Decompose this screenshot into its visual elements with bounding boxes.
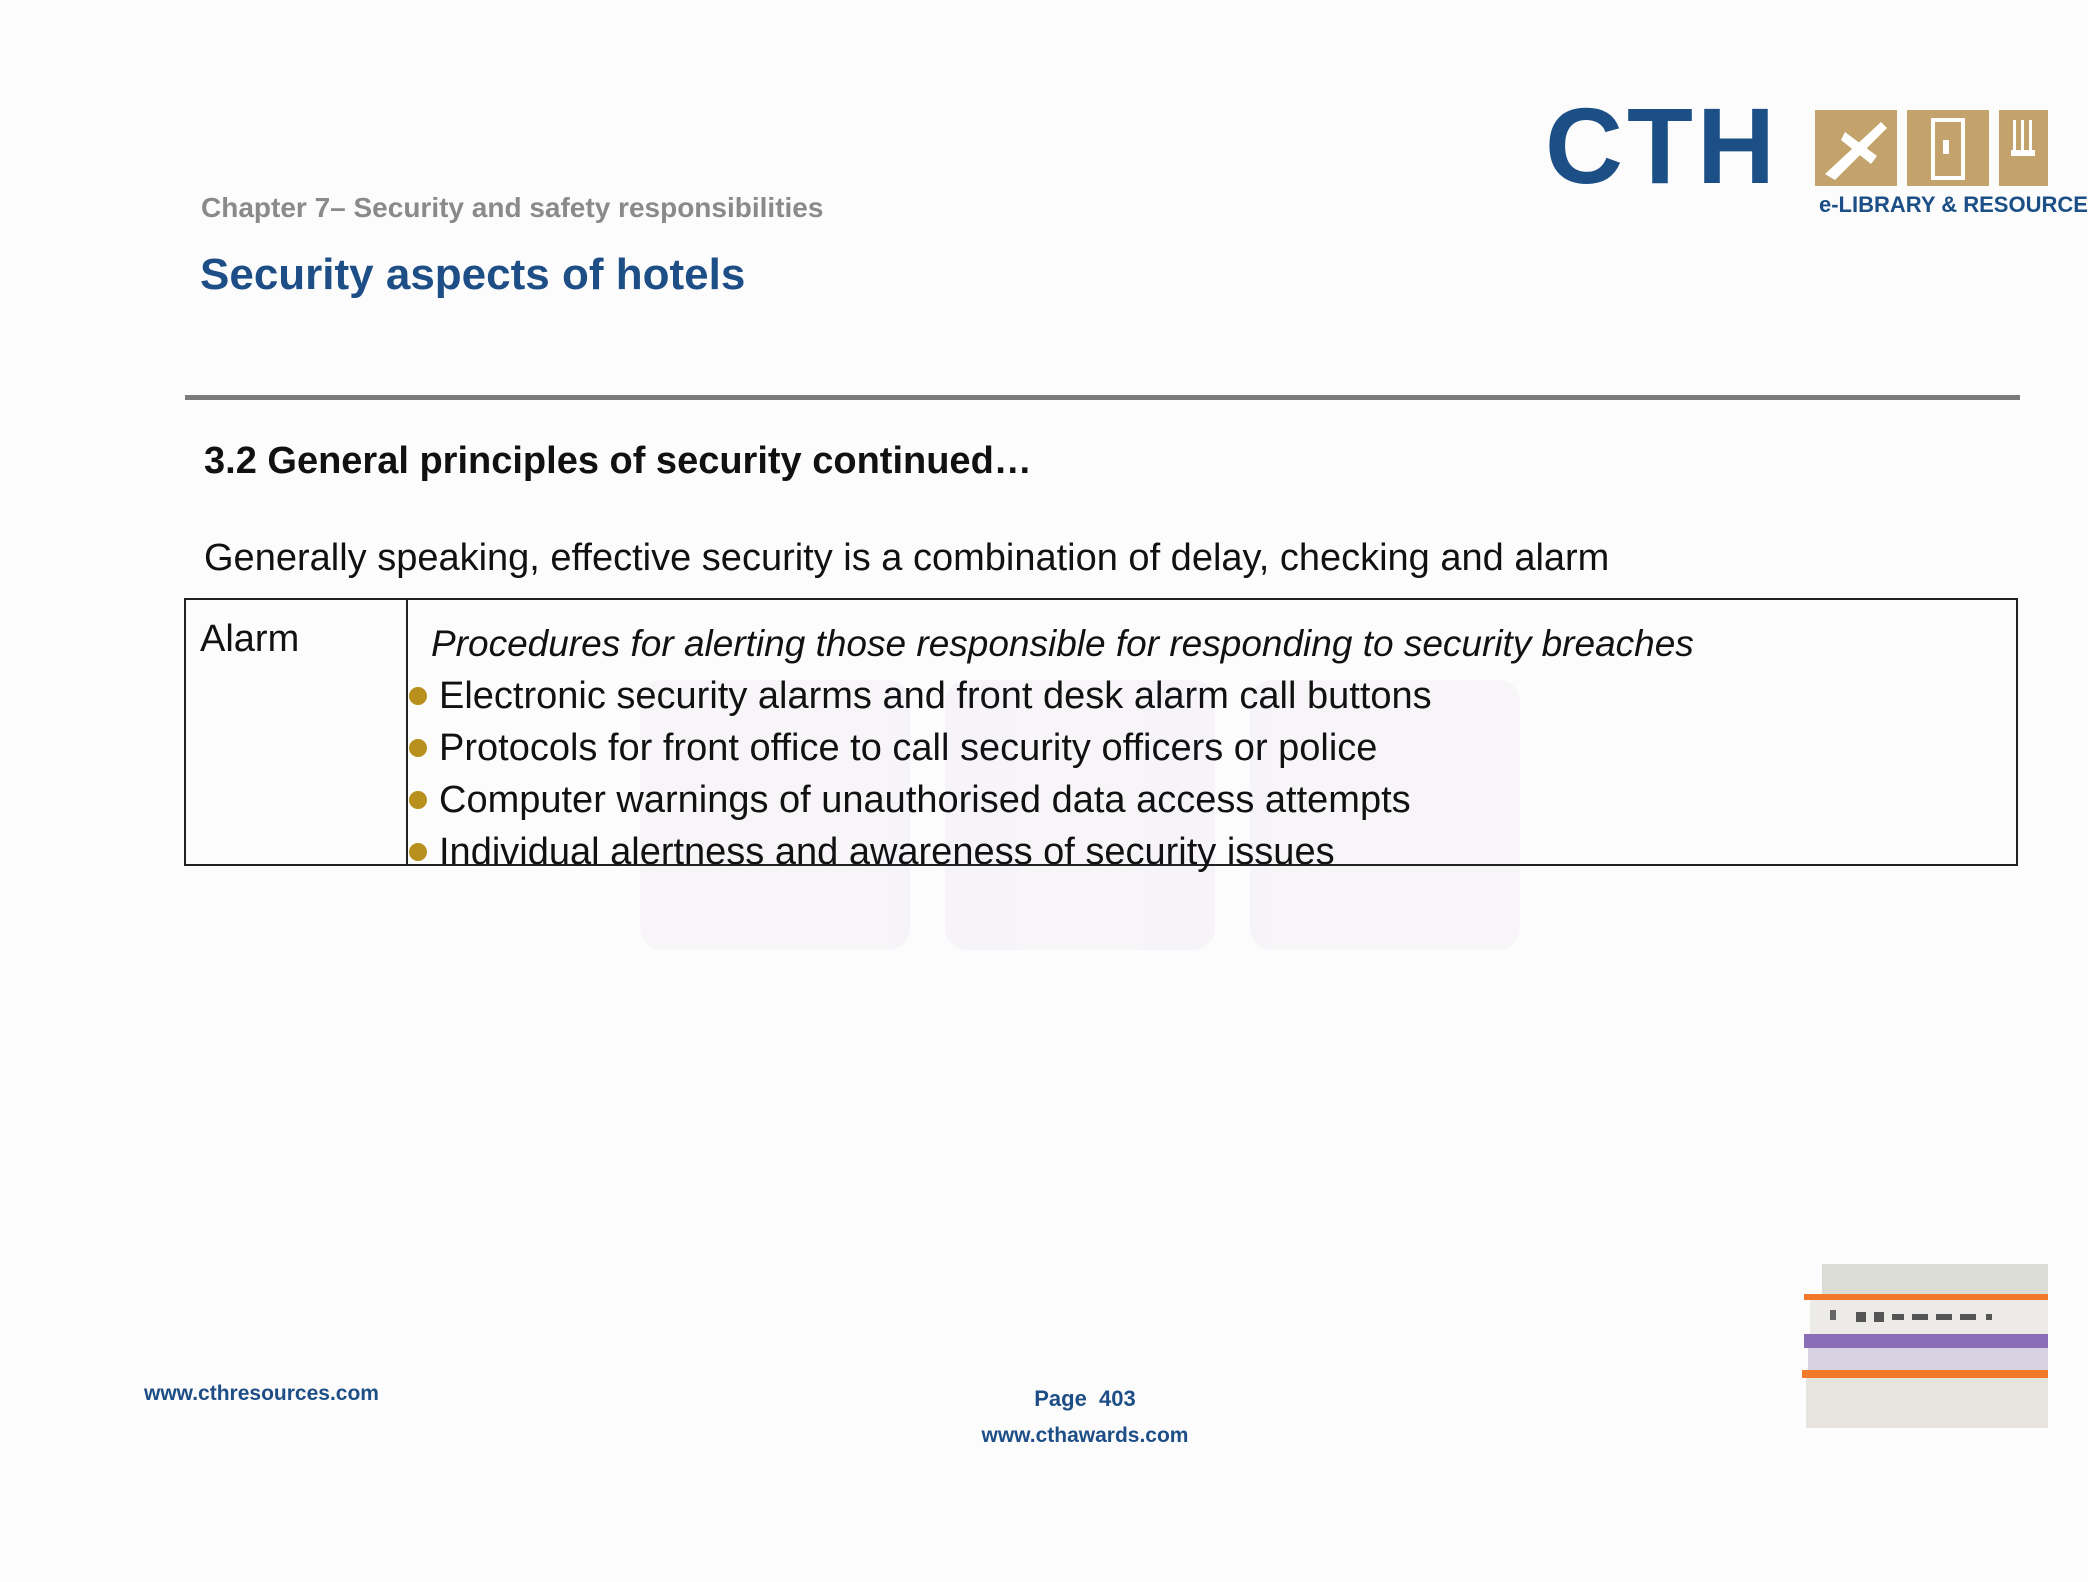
- intro-text: Generally speaking, effective security is a combination of delay, checking and alarm: [204, 537, 1610, 579]
- table-column-divider: [406, 600, 408, 864]
- bullet-icon: [409, 791, 427, 809]
- list-item: [409, 670, 1984, 722]
- section-heading: 3.2 General principles of security continued…: [204, 440, 1032, 482]
- list-item-text: Electronic security alarms and front desk alarm call buttons: [439, 675, 1432, 717]
- cth-logo: [1545, 85, 2088, 220]
- list-item: [409, 826, 1984, 878]
- bullet-list: [409, 670, 1984, 878]
- page-number: Page 403: [1034, 1386, 1136, 1411]
- list-item: [409, 774, 1984, 826]
- footer-resources-link[interactable]: www.cthresources.com: [144, 1382, 379, 1405]
- airplane-icon: [1815, 110, 1897, 186]
- logo-wordmark: CTH: [1545, 85, 1779, 206]
- table-row-content: [431, 618, 2006, 878]
- hotel-door-icon: [1907, 110, 1989, 186]
- table-row-description: Procedures for alerting those responsible for responding to security breaches: [431, 623, 1694, 664]
- page-title: Security aspects of hotels: [200, 250, 746, 299]
- bullet-icon: [409, 739, 427, 757]
- footer-awards-link[interactable]: www.cthawards.com: [981, 1424, 1189, 1447]
- security-table: [184, 598, 2018, 873]
- logo-subtitle: e-LIBRARY & RESOURCE: [1819, 192, 2088, 217]
- divider: [185, 395, 2020, 400]
- bullet-icon: [409, 687, 427, 705]
- list-item-text: Individual alertness and awareness of security issues: [439, 831, 1335, 873]
- list-item-text: Protocols for front office to call security officers or police: [439, 727, 1378, 769]
- book-stack-icon: [1800, 1262, 2048, 1432]
- bullet-icon: [409, 843, 427, 861]
- table-row-label: Alarm: [200, 618, 300, 660]
- list-item-text: Computer warnings of unauthorised data access attempts: [439, 779, 1411, 821]
- fork-icon: [1999, 110, 2048, 186]
- chapter-label: Chapter 7– Security and safety responsibilities: [201, 192, 824, 223]
- list-item: [409, 722, 1984, 774]
